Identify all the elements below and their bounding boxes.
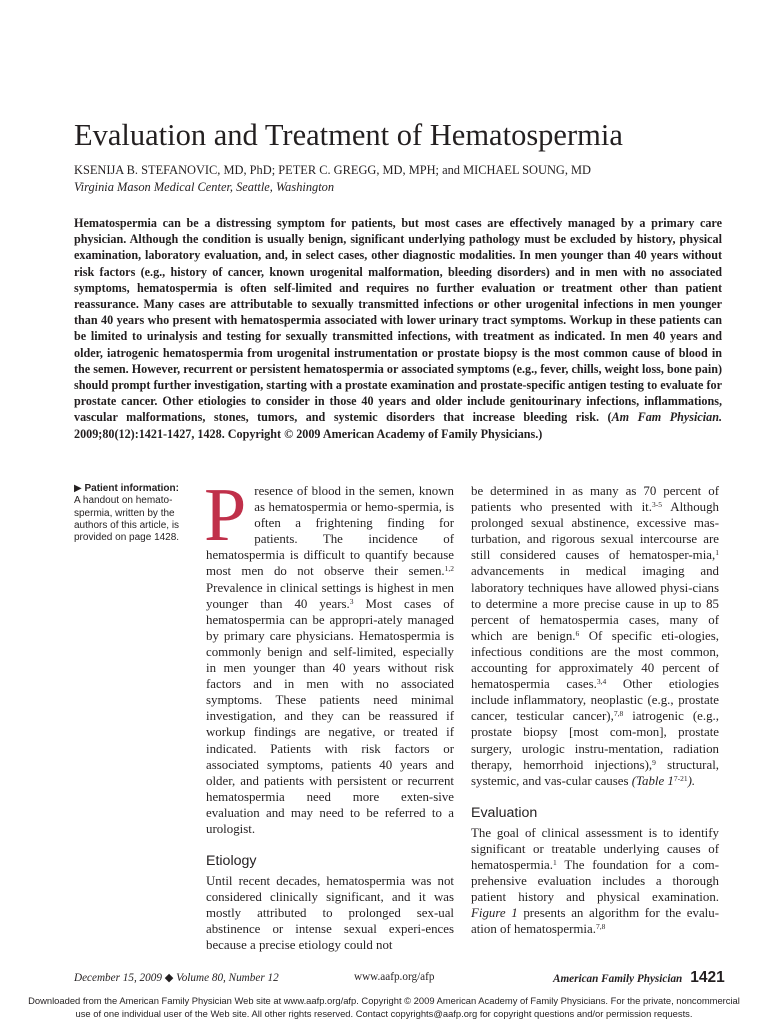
- citation-sup: 3: [349, 596, 354, 606]
- patient-info-sidebar: [74, 483, 189, 544]
- etiology-paragraph: Until recent decades, hematospermia was not considered clinically significant, and it was mostly attributed to prolonged sex-ual abstinence or intense sexual experi-ences because a precise etiology could not: [206, 874, 454, 953]
- text-run: presents an algorithm for the evalu-ation of hematospermia.: [471, 906, 719, 937]
- citation-sup: 7,8: [595, 922, 606, 932]
- text-run: Other etiologies include inflammatory, neoplastic (e.g., prostate cancer, testicular cancer),: [471, 677, 719, 724]
- intro-paragraph: [204, 473, 454, 837]
- table-reference-close: ).: [687, 773, 696, 788]
- text-run: be determined in as many as 70 percent of patients who presented with it.: [471, 484, 719, 515]
- footer-url[interactable]: www.aafp.org/afp: [354, 971, 435, 983]
- text-run: The foundation for a com-prehensive evaluation includes a thorough patient history and physical examination.: [471, 857, 719, 905]
- footer-issue-date: December 15, 2009 ◆ Volume 80, Number 12: [74, 972, 279, 984]
- abstract-body: Hematospermia can be a distressing symptom for patients, but most cases are effectively managed by a primary care physician. Although the condition is usually benign, significant underlying pathology must be excluded by history, physical examination, laboratory evaluation, and, in select cases, other diagnostic modalities. In men younger than 40 years without risk factors (e.g., history of cancer, known urogenital malformation, bleeding disorders) and in men with no associated symptoms, hematospermia is often self-limited and requires no further evaluation or treatment other than patient reassurance. Many cases are attributable to sexually transmitted infections or other urogenital infections in men younger than 40 years who present with hematospermia associated with lower urinary tract symptoms. Workup in these patients can be limited to urinalysis and testing for sexually transmitted infections, with treatment as indicated. In men 40 years and older, iatrogenic hematospermia from urogenital instrumentation or prostate biopsy is the most common cause of blood in the semen. However, recurrent or persistent hematospermia or associated symptoms (e.g., fever, chills, weight loss, bone pain) should prompt further investigation, starting with a prostate examination and prostate-specific antigen testing to evaluate for prostate cancer. Other etiologies to consider in those 40 years and older include genitourinary infections, inflammations, vascular malformations, stones, tumors, and systemic disorders that increase bleeding risk. (: [74, 216, 722, 425]
- citation-sup: 7,8: [613, 709, 624, 719]
- citation-sup: 3,4: [596, 677, 607, 687]
- text-run: iatrogenic (e.g., prostate biopsy [most com-mon], prostate surgery, urologic instru-mentation, radiation therapy, hemorrhoid injections),: [471, 709, 719, 772]
- etiology-continued-paragraph: [471, 483, 719, 789]
- text-run: structural, systemic, and vas-cular causes: [471, 757, 719, 788]
- sidebar-text: A handout on hemato-spermia, written by the authors of this article, is provided on page 1428.: [74, 495, 180, 544]
- body-column-2: [471, 483, 719, 937]
- citation-sup: 1: [552, 857, 557, 867]
- citation-sup: 1,2: [444, 564, 454, 574]
- citation-sup: 1: [715, 548, 719, 558]
- author-list: KSENIJA B. STEFANOVIC, MD, PhD; PETER C. GREGG, MD, MPH; and MICHAEL SOUNG, MD: [74, 163, 591, 177]
- text-run: The goal of clinical assessment is to identify significant or treatable underlying causes of hematospermia.: [471, 825, 719, 872]
- citation-sup: 9: [652, 757, 656, 767]
- page-number: 1421: [690, 969, 725, 986]
- abstract-citation: 2009;80(12):1421-1427, 1428. Copyright © 2009 American Academy of Family Physicians.): [74, 426, 543, 441]
- evaluation-paragraph: [471, 825, 719, 938]
- footer-journal: American Family Physician: [553, 973, 683, 985]
- text-run: Prevalence in clinical settings is highest in men younger than 40 years.: [206, 580, 454, 611]
- sidebar-heading: ▶ Patient information:: [74, 483, 179, 494]
- section-heading-evaluation: Evaluation: [471, 804, 538, 821]
- table-reference: (Table 1: [631, 773, 674, 788]
- affiliation: Virginia Mason Medical Center, Seattle, Washington: [74, 180, 335, 194]
- download-notice-line: use of one individual user of the Web site. All other rights reserved. Contact copyrights@aafp.org for copyright questions and/or permission requests.: [75, 1007, 693, 1019]
- download-notice-line: Downloaded from the American Family Physician Web site at www.aafp.org/afp. Copyright © 2009 American Academy of Family Physicians. For the private, noncommercial: [28, 995, 740, 1006]
- drop-cap: P: [204, 473, 247, 557]
- abstract-journal: Am Fam Physician.: [611, 410, 722, 425]
- citation-sup: 6: [575, 628, 580, 638]
- figure-reference: Figure 1: [471, 906, 518, 921]
- text-run: Although prolonged sexual abstinence, excessive mas-turbation, and rigorous sexual intercourse are still considered causes of hematosper-mia,: [471, 500, 719, 563]
- text-run: resence of blood in the semen, known as hematospermia or hemo-spermia, is often a frightening finding for patients. The incidence of hematospermia is difficult to quantify because most men do not observe their semen.: [206, 484, 454, 579]
- download-notice: [20, 995, 748, 1020]
- footer-journal-page: [553, 969, 725, 987]
- article-title: Evaluation and Treatment of Hematospermia: [74, 118, 623, 152]
- text-run: Of specific eti-ologies, infectious conditions are the most common, accounting for approximately 40 percent of hematospermia cases.: [471, 628, 719, 692]
- section-heading-etiology: Etiology: [206, 853, 257, 870]
- text-run: advancements in medical imaging and laboratory techniques have allowed physi-cians to determine a more precise cause in up to 85 percent of hematospermia cases, many of which are benign.: [471, 564, 719, 643]
- body-column-1: [204, 473, 454, 954]
- citation-sup: 7-21: [673, 773, 688, 783]
- citation-sup: 3-5: [652, 500, 662, 510]
- text-run: Most cases of hematospermia can be appropri-ately managed by primary care physicians. Hematospermia is commonly benign and self-limited, especially in men younger than 40 years without risk factors and in men with no associated symptoms. These patients need minimal investigation, and they can be reassured if workup findings are negative, or treated if indicated. Patients with risk factors or associated symptoms, patients 40 years and older, and patients with persistent or recurrent hematospermia need more exten-sive evaluation and may need to be referred to a urologist.: [206, 596, 454, 836]
- abstract: [74, 215, 722, 442]
